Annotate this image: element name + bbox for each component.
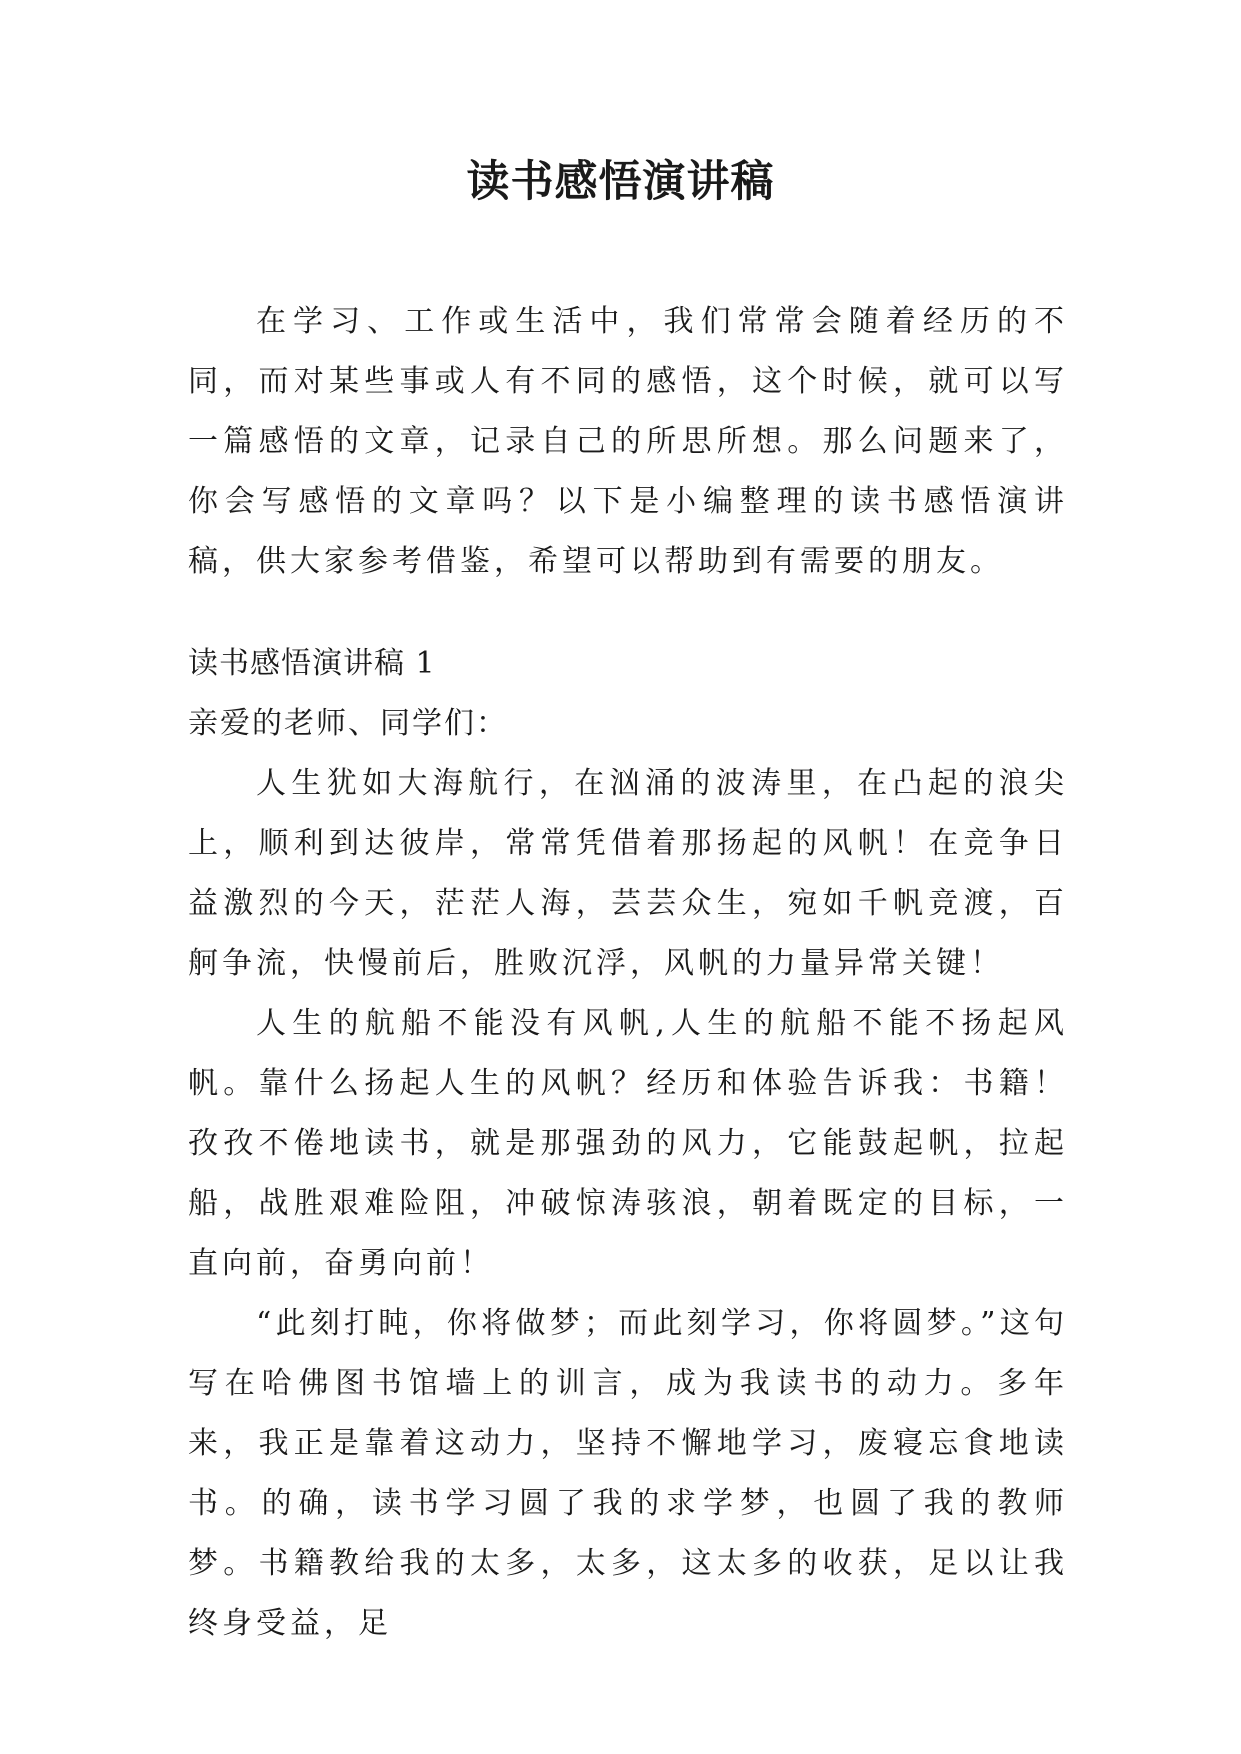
section-heading: 读书感悟演讲稿 1 (188, 646, 436, 681)
greeting-line: 亲爱的老师、同学们： (188, 706, 508, 741)
body-paragraph: 人生犹如大海航行，在汹涌的波涛里，在凸起的浪尖上，顺利到达彼岸，常常凭借着那扬起的风帆！在竞争日益激烈的今天，茫茫人海，芸芸众生，宛如千帆竞渡，百舸争流，快慢前后，胜败沉浮，风帆的力量异常关键！ (188, 766, 1068, 981)
body-paragraph: “此刻打盹，你将做梦；而此刻学习，你将圆梦。”这句写在哈佛图书馆墙上的训言，成为我读书的动力。多年来，我正是靠着这动力，坚持不懈地学习，废寝忘食地读书。的确，读书学习圆了我的求学梦，也圆了我的教师梦。书籍教给我的太多，太多，这太多的收获，足以让我终身受益，足 (188, 1306, 1068, 1641)
body-paragraph: 人生的航船不能没有风帆,人生的航船不能不扬起风帆。靠什么扬起人生的风帆？经历和体验告诉我：书籍！孜孜不倦地读书，就是那强劲的风力，它能鼓起帆，拉起船，战胜艰难险阻，冲破惊涛骇浪，朝着既定的目标，一直向前，奋勇向前！ (188, 1006, 1068, 1281)
document-title: 读书感悟演讲稿 (466, 157, 775, 207)
intro-paragraph: 在学习、工作或生活中，我们常常会随着经历的不同，而对某些事或人有不同的感悟，这个时候，就可以写一篇感悟的文章，记录自己的所思所想。那么问题来了，你会写感悟的文章吗？以下是小编整理的读书感悟演讲稿，供大家参考借鉴，希望可以帮助到有需要的朋友。 (188, 304, 1068, 579)
